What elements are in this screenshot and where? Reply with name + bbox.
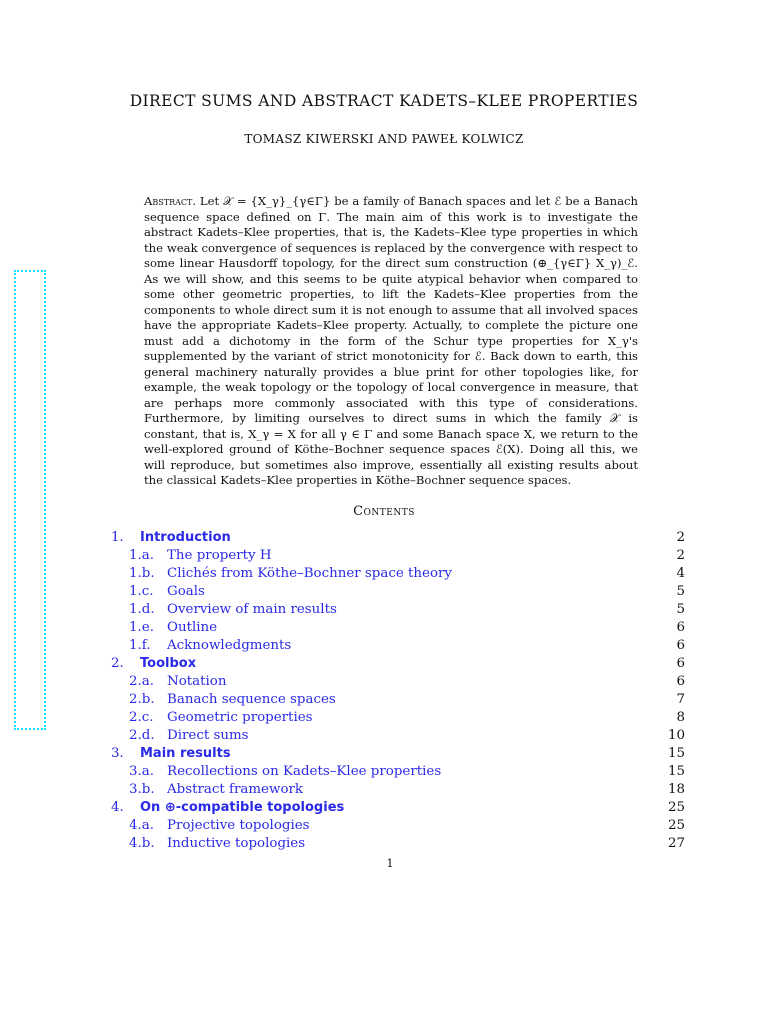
- toc-entry-title: Overview of main results: [167, 602, 337, 617]
- toc-entry-number: 3.b.: [129, 782, 155, 797]
- toc-entry-page: 10: [667, 728, 685, 743]
- paper-authors: TOMASZ KIWERSKI AND PAWEŁ KOLWICZ: [244, 132, 524, 146]
- abstract-text: Let 𝒳 = {X_γ}_{γ∈Γ} be a family of Banach spaces and let ℰ be a Banach sequence space defined on Γ. The main aim of this work is to investigate the abstract Kadets–Klee properties, that is, the Kadets–Klee type properties in which the weak convergence of sequences is replaced by the convergence with respect to some linear Hausdorff topology, for the direct sum construction (⊕_{γ∈Γ} X_γ)_ℰ. As we will show, and this seems to be quite atypical behavior when compared to some other geometric properties, to lift the Kadets–Klee properties from the components to whole direct sum it is not enough to assume that all involved spaces have the appropriate Kadets–Klee property. Actually, to complete the picture one must add a dichotomy in the form of the Schur type properties for X_γ's supplemented by the variant of strict monotonicity for ℰ. Back down to earth, this general machinery naturally provides a blue print for other topologies like, for example, the weak topology or the topology of local convergence in measure, that are perhaps more commonly associated with this type of considerations. Furthermore, by limiting ourselves to direct sums in which the family 𝒳 is constant, that is, X_γ = X for all γ ∈ Γ and some Banach space X, we return to the well-explored ground of Köthe–Bochner sequence spaces ℰ(X). Doing all this, we will reproduce, but sometimes also improve, essentially all existing results about the classical Kadets–Klee properties in Köthe–Bochner sequence spaces.: [144, 194, 638, 487]
- toc-entry-title: Clichés from Köthe–Bochner space theory: [167, 566, 452, 581]
- toc-entry-title: The property H: [167, 548, 272, 563]
- toc-entry-number: 2.d.: [129, 728, 155, 743]
- toc-entry-page: 25: [667, 818, 685, 833]
- toc-entry-page: 6: [676, 620, 685, 635]
- toc-subsection-link[interactable]: [111, 637, 685, 655]
- toc-entry-title: Notation: [167, 674, 227, 689]
- contents-heading: Contents: [353, 504, 415, 519]
- toc-entry-title: Outline: [167, 620, 218, 635]
- toc-entry-page: 6: [676, 638, 685, 653]
- toc-subsection-link[interactable]: [111, 835, 685, 853]
- toc-entry-page: 18: [667, 782, 685, 797]
- toc-subsection-link[interactable]: [111, 583, 685, 601]
- toc-entry-number: 2.a.: [129, 674, 155, 689]
- toc-entry-page: 25: [667, 800, 685, 815]
- toc-entry-page: 5: [676, 584, 685, 599]
- toc-entry-number: 3.a.: [129, 764, 155, 779]
- abstract: [144, 194, 638, 489]
- toc-entry-number: 1.e.: [129, 620, 154, 635]
- toc-entry-title: Recollections on Kadets–Klee properties: [167, 764, 442, 779]
- toc-subsection-link[interactable]: [111, 781, 685, 799]
- toc-subsection-link[interactable]: [111, 601, 685, 619]
- toc-entry-title: Inductive topologies: [167, 836, 306, 851]
- toc-subsection-link[interactable]: [111, 763, 685, 781]
- toc-entry-title: Projective topologies: [167, 818, 310, 833]
- toc-entry-page: 6: [676, 656, 685, 671]
- toc-subsection-link[interactable]: [111, 619, 685, 637]
- toc-entry-title: Introduction: [140, 530, 231, 545]
- toc-entry-title: Main results: [140, 746, 231, 761]
- toc-section-link[interactable]: [111, 745, 685, 763]
- toc-entry-number: 4.b.: [129, 836, 155, 851]
- toc-entry-title: Toolbox: [140, 656, 197, 671]
- toc-subsection-link[interactable]: [111, 709, 685, 727]
- toc-section-link[interactable]: [111, 655, 685, 673]
- abstract-label: Abstract.: [144, 194, 197, 208]
- page-number: 1: [386, 857, 394, 870]
- toc-entry-title: Abstract framework: [167, 782, 304, 797]
- hyperlink-highlight-box[interactable]: [14, 270, 46, 730]
- toc-entry-number: 4.: [111, 800, 124, 815]
- toc-entry-number: 1.: [111, 530, 124, 545]
- toc-entry-page: 15: [667, 746, 685, 761]
- toc-entry-number: 1.b.: [129, 566, 155, 581]
- table-of-contents: [111, 529, 685, 853]
- toc-entry-title: On ⊕-compatible topologies: [140, 800, 345, 815]
- toc-entry-number: 2.b.: [129, 692, 155, 707]
- toc-entry-number: 2.c.: [129, 710, 154, 725]
- toc-entry-number: 1.a.: [129, 548, 155, 563]
- toc-entry-number: 1.d.: [129, 602, 155, 617]
- toc-entry-page: 15: [667, 764, 685, 779]
- toc-subsection-link[interactable]: [111, 817, 685, 835]
- toc-entry-page: 6: [676, 674, 685, 689]
- toc-subsection-link[interactable]: [111, 673, 685, 691]
- toc-entry-number: 4.a.: [129, 818, 155, 833]
- toc-subsection-link[interactable]: [111, 691, 685, 709]
- paper-title: DIRECT SUMS AND ABSTRACT KADETS–KLEE PROPERTIES: [129, 92, 639, 110]
- toc-entry-number: 1.f.: [129, 638, 151, 653]
- toc-entry-title: Direct sums: [167, 728, 249, 743]
- toc-entry-number: 1.c.: [129, 584, 154, 599]
- toc-entry-title: Goals: [167, 584, 205, 599]
- toc-entry-page: 2: [676, 530, 685, 545]
- toc-subsection-link[interactable]: [111, 547, 685, 565]
- toc-section-link[interactable]: [111, 529, 685, 547]
- toc-entry-page: 27: [667, 836, 685, 851]
- toc-entry-number: 2.: [111, 656, 124, 671]
- toc-entry-page: 4: [676, 566, 685, 581]
- toc-entry-title: Geometric properties: [167, 710, 313, 725]
- toc-subsection-link[interactable]: [111, 565, 685, 583]
- toc-subsection-link[interactable]: [111, 727, 685, 745]
- toc-entry-title: Acknowledgments: [167, 638, 292, 653]
- toc-entry-title: Banach sequence spaces: [167, 692, 336, 707]
- toc-section-link[interactable]: [111, 799, 685, 817]
- toc-entry-page: 8: [676, 710, 685, 725]
- toc-entry-page: 7: [676, 692, 685, 707]
- toc-entry-page: 5: [676, 602, 685, 617]
- toc-entry-number: 3.: [111, 746, 124, 761]
- toc-entry-page: 2: [676, 548, 685, 563]
